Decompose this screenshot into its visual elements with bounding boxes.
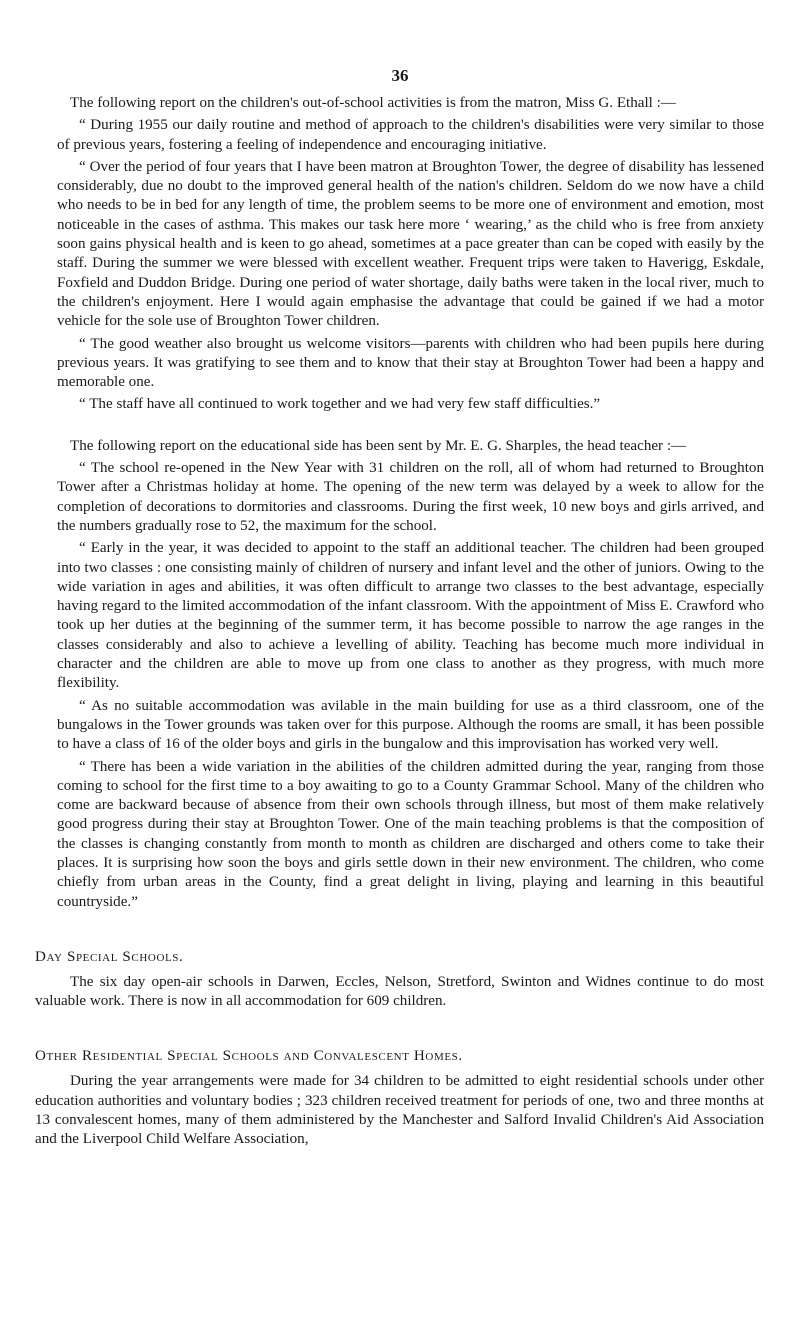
day-special-schools-text: The six day open-air schools in Darwen, Eccles, Nelson, Stretford, Swinton and Widnes continue to do most valuable work. There is now in all accommodation for 609 children. xyxy=(35,973,764,1010)
matron-paragraph: “ During 1955 our daily routine and method of approach to the children's disabilities were very similar to those of previous years, fostering a feeling of independence and encouraging initiative. xyxy=(57,117,764,153)
teacher-paragraph: “ As no suitable accommodation was avilable in the main building for use as a third classroom, one of the bungalows in the Tower grounds was taken over for this purpose. Although the rooms are small, it has been possible to have a class of 16 of the older boys and girls in the bungalow and this improvisation has worked very well. xyxy=(57,697,764,753)
teacher-paragraph: “ The school re-opened in the New Year with 31 children on the roll, all of whom had returned to Broughton Tower after a Christmas holiday at home. The opening of the new term was delayed by a week to allow for the completion of decorations to dormitories and classrooms. During the first week, 10 new boys and girls arrived, and the numbers gradually rose to 52, the maximum for the school. xyxy=(57,460,764,534)
page-number: 36 xyxy=(391,66,409,85)
spacer xyxy=(57,415,764,437)
day-special-schools-heading: Day Special Schools. xyxy=(35,948,184,965)
spacer xyxy=(57,912,764,948)
teacher-paragraph: “ Early in the year, it was decided to appoint to the staff an additional teacher. The children had been grouped into two classes : one consisting mainly of children of nursery and infant level and the other of juniors. Owing to the wide variation in ages and abilities, it was often difficult to arrange two classes to the best advantage, especially having regard to the limited accommodation of the infant classroom. With the appointment of Miss E. Crawford who took up her duties at the beginning of the summer term, it has become possible to narrow the age ranges in the classes considerably and also to achieve a levelling of ability. Teaching has become much more individual in character and the children are able to move up from one class to another as they progress, with much more flexibility. xyxy=(57,540,764,692)
teacher-report-intro: The following report on the educational side has been sent by Mr. E. G. Sharples, the head teacher :— xyxy=(70,437,687,454)
matron-paragraph: “ The staff have all continued to work together and we had very few staff difficulties.” xyxy=(79,396,601,413)
other-residential-schools-text: During the year arrangements were made for 34 children to be admitted to eight residential schools under other education authorities and voluntary bodies ; 323 children received treatment for periods of one, two and three months at 13 convalescent homes, many of them administered by the Manchester and Salford Invalid Children's Aid Association and the Liverpool Child Welfare Association, xyxy=(35,1073,764,1148)
matron-paragraph: “ The good weather also brought us welcome visitors—parents with children who had been pupils here during previous years. It was gratifying to see them and to know that their stay at Broughton Tower had been a happy and memorable one. xyxy=(57,335,764,391)
matron-report-intro: The following report on the children's out-of-school activities is from the matron, Miss G. Ethall :— xyxy=(70,95,676,111)
teacher-paragraph: “ There has been a wide variation in the abilities of the children admitted during the year, ranging from those coming to school for the first time to a boy awaiting to go to a County Grammar School. Many of the children who come are backward because of absence from their own schools through illness, but most of them make relatively good progress during their stay at Broughton Tower. One of the main teaching problems is that the composition of the classes is changing constantly from month to month as children are discharged and others come to take their places. It is surprising how soon the boys and girls settle down in their new environment. The children, who come chiefly from urban areas in the County, find a great delight in living, playing and learning in this beautiful countryside.” xyxy=(57,758,764,910)
spacer xyxy=(57,1011,764,1047)
other-residential-schools-heading: Other Residential Special Schools and Convalescent Homes. xyxy=(35,1048,463,1065)
matron-paragraph: “ Over the period of four years that I have been matron at Broughton Tower, the degree of disability has lessened considerably, due no doubt to the improved general health of the nation's children. Seldom do we now have a child who needs to be in bed for any length of time, the problem seems to be more one of environment and emotion, most noticeable in the cases of asthma. This makes our task here more ‘ wearing,’ as the child who is free from anxiety soon gains physical health and is keen to go ahead, sometimes at a pace greater than can be coped with easily by the staff. During the summer we were blessed with excellent weather. Frequent trips were taken to Haverigg, Eskdale, Foxfield and Duddon Bridge. During one period of water shortage, daily baths were taken in the local river, much to the children's enjoyment. Here I would again emphasise the advantage that could be gained if we had a motor vehicle for the sole use of Broughton Tower children. xyxy=(57,158,764,330)
